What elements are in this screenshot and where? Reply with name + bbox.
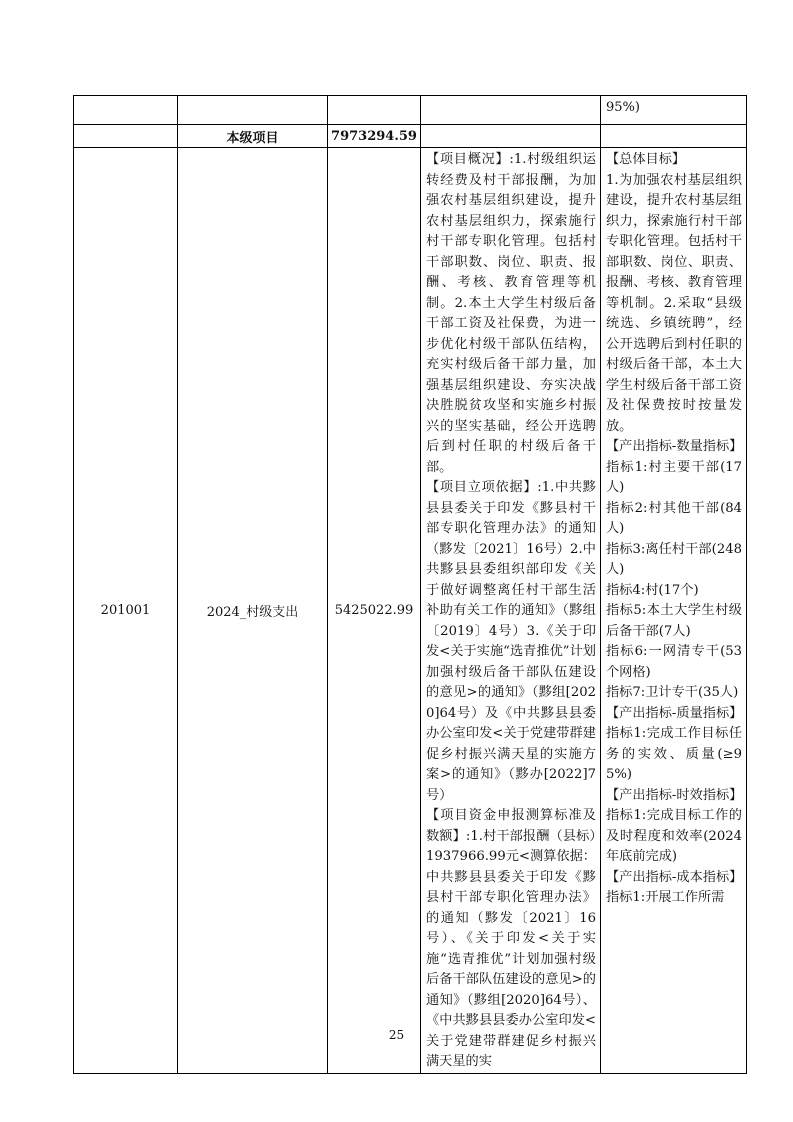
indicator-item: 指标1:完成目标工作的及时程度和效率(2024年底前完成)	[606, 808, 742, 864]
performance-target-cell	[601, 148, 747, 1074]
project-level-amount: 7973294.59	[328, 125, 421, 148]
indicator-item: 指标4:村(17个)	[606, 582, 699, 598]
table-cell	[74, 96, 178, 125]
project-funding-basis: 【项目资金申报测算标准及数额】:1.村干部报酬（县标）1937966.99元<测算依据：中共黟县县委关于印发《黟县村干部专职化管理办法》的通知（黟发〔2021〕16号）、《关于印发<关于实施“选青推优”计划加强村级后备干部队伍建设的意见>的通知》（黟组[2020]64号）、《中共黟县县委办公室印发<关于党建带群建促乡村振兴满天星的实	[426, 808, 596, 1069]
table-cell	[74, 125, 178, 148]
indicator-item: 指标1:完成工作目标任务的实效、质量(≥95%)	[606, 726, 742, 782]
table-row	[74, 96, 747, 125]
page-number: 25	[388, 1028, 405, 1042]
target-heading: 【产出指标-成本指标】	[606, 869, 743, 885]
project-code: 201001	[74, 148, 178, 1074]
indicator-item: 指标3:离任村干部(248人)	[606, 541, 742, 577]
project-level-label: 本级项目	[178, 125, 328, 148]
target-heading: 【产出指标-质量指标】	[606, 705, 743, 721]
project-description-cell	[421, 148, 601, 1074]
table-cell	[178, 96, 328, 125]
indicator-item: 指标1:村主要干部(17人)	[606, 459, 742, 495]
indicator-item: 指标5:本土大学生村级后备干部(7人)	[606, 603, 742, 639]
project-amount: 5425022.99	[328, 148, 421, 1074]
budget-table	[73, 95, 747, 1074]
indicator-item: 指标1:开展工作所需	[606, 890, 725, 905]
table-cell	[328, 96, 421, 125]
project-basis: 【项目立项依据】:1.中共黟县县委关于印发《黟县村干部专职化管理办法》的通知（黟发〔2021〕16号）2.中共黟县县委组织部印发《关于做好调整离任村干部生活补助有关工作的通知》（黟组〔2019〕4号）3.《关于印发<关于实施“选青推优”计划加强村级后备干部队伍建设的意见>的通知》（黟组[2020]64号）及《中共黟县县委办公室印发<关于党建带群建促乡村振兴满天星的实施方案>的通知》（黟办[2022]7号）	[426, 480, 596, 803]
indicator-item: 指标2:村其他干部(84人)	[606, 500, 742, 536]
project-overview: 【项目概况】:1.村级组织运转经费及村干部报酬，为加强农村基层组织建设，提升农村基层组织力，探索施行村干部专职化管理。包括村干部职数、岗位、职责、报酬、考核、教育管理等机制。2.本土大学生村级后备干部工资及社保费，为进一步优化村级干部队伍结构，充实村级后备干部力量，加强基层组织建设、夯实决战决胜脱贫攻坚和实施乡村振兴的坚实基础，经公开选聘后到村任职的村级后备干部。	[426, 152, 596, 475]
table-cell	[421, 125, 601, 148]
target-heading: 【产出指标-时效指标】	[606, 787, 743, 803]
table-row	[74, 148, 747, 1074]
indicator-item: 指标6:一网清专干(53个网格)	[606, 644, 742, 680]
performance-target-cell: 95%)	[601, 96, 747, 125]
table-row	[74, 125, 747, 148]
target-heading: 【总体目标】	[606, 152, 686, 167]
table-cell	[601, 125, 747, 148]
target-text: 1.为加强农村基层组织建设，提升农村基层组织力，探索施行村干部专职化管理。包括村干部职数、岗位、职责、报酬、考核、教育管理等机制。2.采取“县级统选、乡镇统聘”，经公开选聘后到村任职的村级后备干部，本土大学生村级后备干部工资及社保费按时按量发放。	[606, 172, 742, 434]
indicator-item: 指标7:卫计专干(35人)	[606, 685, 739, 700]
project-name: 2024_村级支出	[178, 148, 328, 1074]
table-cell	[421, 96, 601, 125]
target-heading: 【产出指标-数量指标】	[606, 439, 743, 454]
